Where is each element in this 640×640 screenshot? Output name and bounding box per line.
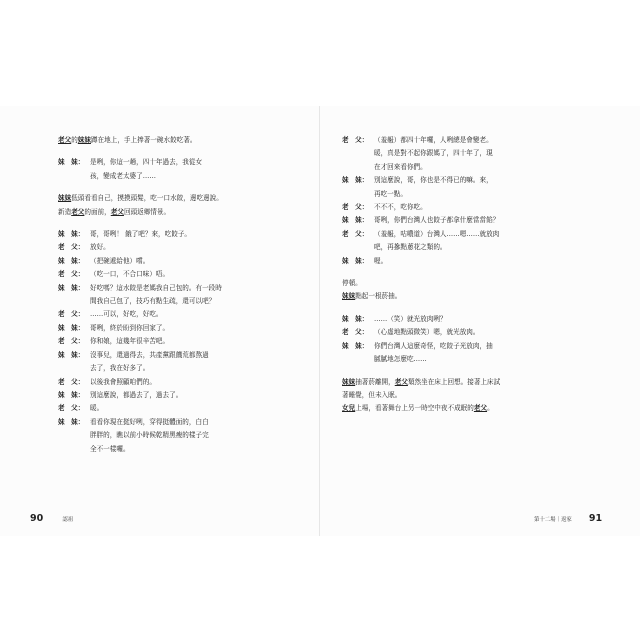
speaker-label: 老 父： xyxy=(58,310,85,319)
paragraph-gap xyxy=(342,304,582,313)
dialogue-text: （羞赧，咕噥道）台灣人……嗯……就放肉 xyxy=(374,229,500,238)
dialogue-text: 哥，哥咧！ 餓了吧？來，吃餃子。 xyxy=(90,230,192,239)
stage-direction xyxy=(342,389,582,402)
dialogue-line xyxy=(58,416,298,429)
speaker-label: 妹 妹： xyxy=(58,283,85,292)
speaker-label: 妹 妹： xyxy=(342,341,369,350)
dialogue-text: 放好。 xyxy=(90,243,110,252)
dialogue-text: 喔。 xyxy=(374,256,388,265)
character-name: 老父 xyxy=(473,404,488,413)
speaker-label: 妹 妹： xyxy=(58,390,85,399)
dialogue-continuation: 全不一樣囉。 xyxy=(90,444,130,453)
speaker-label: 老 父： xyxy=(342,328,369,337)
dialogue-line xyxy=(342,313,582,326)
dialogue-line xyxy=(58,322,298,335)
dialogue-text: 別這麼說，都過去了，過去了。 xyxy=(90,390,183,399)
stage-direction xyxy=(58,206,298,219)
speaker-label: 老 父： xyxy=(342,229,369,238)
character-name: 老父 xyxy=(110,207,124,216)
stage-direction xyxy=(342,376,582,389)
dialogue-line xyxy=(342,228,582,241)
speaker-label: 妹 妹： xyxy=(342,314,369,323)
character-name: 女兒 xyxy=(342,404,356,413)
dialogue-text: 哥咧，終於盼到你回家了。 xyxy=(90,323,170,332)
character-name: 妹妹 xyxy=(58,194,72,203)
dialogue-line xyxy=(58,268,298,281)
dialogue-line xyxy=(58,255,298,268)
page-number: 91 xyxy=(588,513,603,524)
dialogue-text: 沒事兒，還過得去，共產黨跟饑荒都熬過 xyxy=(90,350,209,359)
stage-text: 。 xyxy=(487,404,494,413)
dialogue-line xyxy=(58,335,298,348)
dialogue-text: 不不不，吃你吃。 xyxy=(374,203,427,212)
speaker-label: 妹 妹： xyxy=(342,176,369,185)
dialogue-continuation: 去了，我在好多了。 xyxy=(90,364,150,373)
speaker-label: 妹 妹： xyxy=(58,256,85,265)
dialogue-text: （吃一口，不合口味）唔。 xyxy=(90,270,170,279)
paragraph-gap xyxy=(58,183,298,192)
dialogue-continuation: 胖胖的，瞧以前小時候乾精黑瘦的樣子完 xyxy=(90,431,209,440)
dialogue-continuation: 在才回來看你們。 xyxy=(374,162,427,171)
stage-text: 蹲在地上，手上捧著一碗水餃吃著。 xyxy=(90,136,197,144)
right-folio xyxy=(534,506,602,525)
dialogue-line xyxy=(58,241,298,254)
dialogue-continuation: 膩膩地怎麼吃…… xyxy=(374,355,427,364)
dialogue-text: （把碗遞給他）嚐。 xyxy=(90,256,150,265)
character-name: 老父 xyxy=(394,377,408,386)
stage-text: 低頭看看自己，摸摸頭髮，吃一口水餃，邊吃邊說。 xyxy=(71,194,223,203)
character-name: 妹妹 xyxy=(342,377,356,386)
right-page-body xyxy=(342,134,582,416)
speaker-label: 老 父： xyxy=(342,203,369,212)
speaker-label: 老 父： xyxy=(58,404,85,413)
speaker-label: 老 父： xyxy=(58,377,85,386)
dialogue-line xyxy=(342,174,582,187)
left-folio xyxy=(30,506,73,525)
dialogue-line xyxy=(342,255,582,268)
left-page-body xyxy=(58,134,298,456)
stage-direction xyxy=(342,402,582,415)
right-page xyxy=(320,106,640,536)
stage-text: 的 xyxy=(71,136,78,144)
character-name: 妹妹 xyxy=(342,292,356,301)
stage-text: 著睡覺，但未入眠。 xyxy=(342,390,402,399)
character-name: 妹妹 xyxy=(77,136,91,144)
speaker-label: 老 父： xyxy=(58,270,85,279)
speaker-label: 妹 妹： xyxy=(342,256,369,265)
speaker-label: 老 父： xyxy=(58,337,85,346)
dialogue-continuation: 再吃一點。 xyxy=(374,189,407,198)
dialogue-line xyxy=(342,340,582,353)
paragraph-gap xyxy=(342,367,582,376)
dialogue-text: 你們台灣人這麼奇怪，吃餃子光放肉，抽 xyxy=(374,341,493,350)
stage-direction xyxy=(58,134,298,147)
left-page xyxy=(0,106,320,536)
speaker-label: 妹 妹： xyxy=(58,350,85,359)
dialogue-line xyxy=(58,308,298,321)
dialogue-text: （心虛地點頭微笑）嗯，就光放肉。 xyxy=(374,328,480,337)
stage-text: 上場，看著舞台上另一時空中夜不成眠的 xyxy=(355,404,474,413)
dialogue-line xyxy=(58,402,298,415)
paragraph-gap xyxy=(58,147,298,156)
dialogue-line xyxy=(58,228,298,241)
paragraph-gap xyxy=(58,219,298,228)
stage-text: 停頓。 xyxy=(342,279,362,288)
paragraph-gap xyxy=(342,268,582,277)
dialogue-continuation: 吧，再摻點蔥花之類的。 xyxy=(374,243,447,252)
page-number: 90 xyxy=(30,513,44,524)
dialogue-text: 是咧，你這一趟，四十年過去，我從女 xyxy=(90,158,203,167)
running-footer: 第十二場｜返家 xyxy=(534,517,572,523)
speaker-label: 妹 妹： xyxy=(342,216,369,225)
dialogue-text: 別這麼說，哥，你也是不得已的嘛。來， xyxy=(374,176,493,185)
dialogue-continuation: 間我自己包了，技巧有點生疏，還可以吧？ xyxy=(90,297,216,306)
dialogue-text: ……可以，好吃，好吃。 xyxy=(90,310,163,319)
dialogue-line xyxy=(342,326,582,339)
speaker-label: 妹 妹： xyxy=(58,230,85,239)
dialogue-text: ……（笑）就光放肉咧？ xyxy=(374,314,447,323)
dialogue-continuation: 暖，真是對不起你跟媽了，四十年了，現 xyxy=(374,149,493,158)
dialogue-line xyxy=(58,282,298,295)
stage-text: 新造 xyxy=(58,207,72,216)
dialogue-line xyxy=(58,389,298,402)
speaker-label: 妹 妹： xyxy=(58,417,85,426)
dialogue-text: 以後我會照顧咱們的。 xyxy=(90,377,156,386)
character-name: 老父 xyxy=(58,136,72,144)
dialogue-line xyxy=(58,156,298,169)
stage-text: 點起一根菸抽。 xyxy=(355,292,402,301)
stage-text: 頹然坐在床上回想。接著上床試 xyxy=(407,377,501,386)
running-footer: 認祖 xyxy=(62,517,74,523)
speaker-label: 老 父： xyxy=(58,243,85,252)
character-name: 老父 xyxy=(71,207,85,216)
stage-direction xyxy=(58,192,298,205)
stage-text: 回頭返鄉情景。 xyxy=(123,207,171,216)
dialogue-text: 哥咧，你們台灣人也餃子都拿什麼當當餡？ xyxy=(374,216,500,225)
stage-text: 抽著菸離開， xyxy=(355,377,395,386)
dialogue-line xyxy=(342,201,582,214)
speaker-label: 妹 妹： xyxy=(58,158,85,167)
speaker-label: 老 父： xyxy=(342,136,369,144)
dialogue-line xyxy=(58,376,298,389)
dialogue-text: 看看你現在挺好咧，穿得挺體面的，白白 xyxy=(90,417,209,426)
dialogue-text: （羞赧）都四十年囉，人咧總是會變老。 xyxy=(374,136,493,144)
stage-direction xyxy=(342,290,582,303)
dialogue-line xyxy=(342,134,582,147)
dialogue-continuation: 孩，變成老太婆了…… xyxy=(90,171,156,180)
dialogue-text: 暖。 xyxy=(90,404,104,413)
speaker-label: 妹 妹： xyxy=(58,323,85,332)
dialogue-line xyxy=(58,349,298,362)
dialogue-line xyxy=(342,214,582,227)
stage-text: 的面前， xyxy=(84,207,111,216)
stage-direction xyxy=(342,277,582,290)
dialogue-text: 好吃嗎？這水餃是老媽我自己包的。有一段時 xyxy=(90,283,222,292)
dialogue-text: 你和娘，這幾年很辛苦吧。 xyxy=(90,337,170,346)
